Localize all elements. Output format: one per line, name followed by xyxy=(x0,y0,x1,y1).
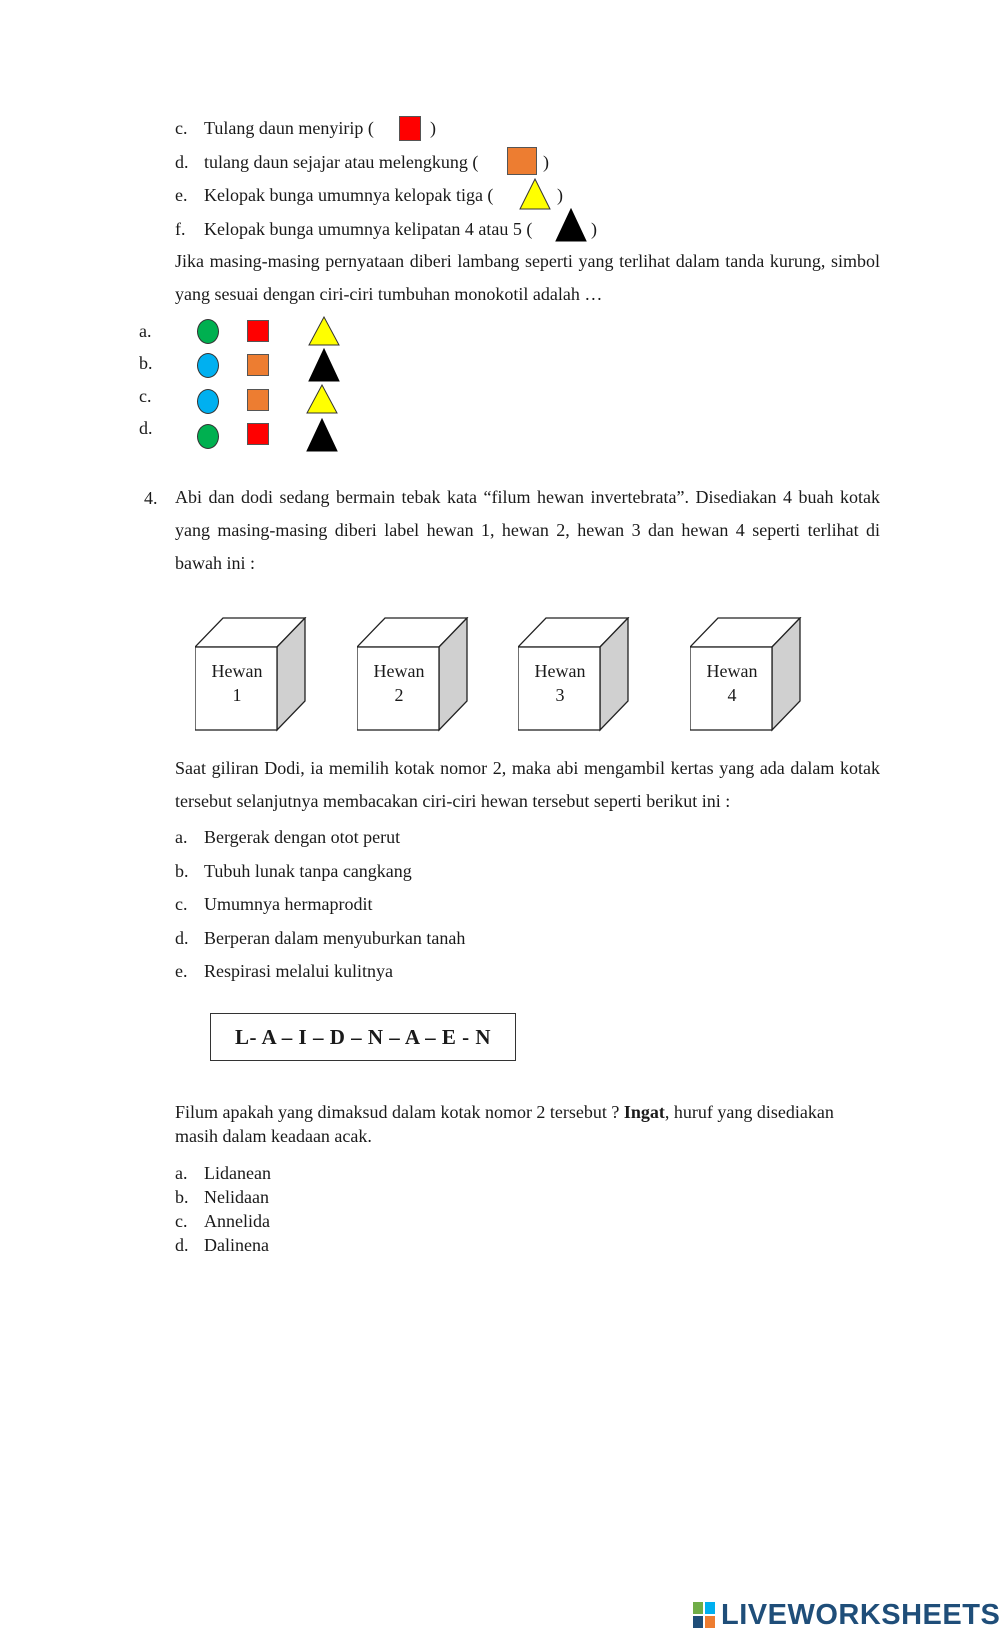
orange-square-icon xyxy=(507,147,537,175)
q4-final-question xyxy=(175,1100,880,1148)
trait-c-letter: c. xyxy=(175,894,188,914)
green-circle-icon xyxy=(197,319,219,344)
hewan-box-4-label xyxy=(690,659,774,707)
hewan-box-4[interactable] xyxy=(690,617,805,737)
q3-statement-f-close: ) xyxy=(591,219,597,239)
hewan-box-4-word: Hewan xyxy=(706,661,758,681)
trait-e-letter: e. xyxy=(175,961,188,981)
black-triangle-icon xyxy=(306,418,338,452)
blue-circle-icon xyxy=(197,389,219,414)
red-square-icon xyxy=(247,423,269,445)
q3-statement-d-close: ) xyxy=(543,152,549,172)
answer-c-text: Annelida xyxy=(204,1211,270,1231)
yellow-triangle-icon xyxy=(308,316,340,346)
orange-square-icon xyxy=(247,354,269,376)
trait-c-text: Umumnya hermaprodit xyxy=(204,894,373,914)
q3-statement-c-text: Tulang daun menyirip ( xyxy=(204,118,374,138)
q4-final-question-bold: Ingat xyxy=(623,1102,665,1122)
q4-context-paragraph: Saat giliran Dodi, ia memilih kotak nomor 2, maka abi mengambil kertas yang ada dalam kotak tersebut selanjutnya membacakan ciri-ciri hewan tersebut seperti berikut ini : xyxy=(175,758,880,811)
hewan-box-3[interactable] xyxy=(518,617,633,737)
trait-d-text: Berperan dalam menyuburkan tanah xyxy=(204,928,466,948)
yellow-triangle-icon xyxy=(306,384,338,414)
q4-number: 4. xyxy=(144,488,158,508)
hewan-box-1-word: Hewan xyxy=(211,661,263,681)
q3-option-a-letter: a. xyxy=(139,321,152,341)
trait-b-text: Tubuh lunak tanpa cangkang xyxy=(204,861,412,881)
liveworksheets-logo-icon xyxy=(693,1600,717,1630)
red-square-icon xyxy=(399,116,421,141)
hewan-boxes xyxy=(195,617,815,737)
answer-b-letter: b. xyxy=(175,1187,189,1207)
q3-option-d-letter: d. xyxy=(139,418,153,438)
hewan-box-3-number: 3 xyxy=(555,685,565,705)
q3-statement-c-close: ) xyxy=(430,118,436,138)
trait-e-text: Respirasi melalui kulitnya xyxy=(204,961,393,981)
hewan-box-2-number: 2 xyxy=(394,685,404,705)
q4-final-question-text: Filum apakah yang dimaksud dalam kotak nomor 2 tersebut ? xyxy=(175,1102,624,1122)
q3-option-b-letter: b. xyxy=(139,353,153,373)
hewan-box-2-label xyxy=(357,659,441,707)
q3-option-c-letter: c. xyxy=(139,386,152,406)
hewan-box-1-number: 1 xyxy=(232,685,242,705)
answer-d-text: Dalinena xyxy=(204,1235,269,1255)
hewan-box-4-number: 4 xyxy=(727,685,737,705)
black-triangle-icon xyxy=(308,348,340,382)
hewan-box-2[interactable] xyxy=(357,617,472,737)
trait-b-letter: b. xyxy=(175,861,189,881)
q3-statement-c-letter: c. xyxy=(175,118,188,138)
q4-final-question-rest: , huruf yang disediakan masih dalam keadaan acak. xyxy=(175,1102,834,1146)
answer-a-letter: a. xyxy=(175,1163,188,1183)
answer-c-letter: c. xyxy=(175,1211,188,1231)
answer-b-text: Nelidaan xyxy=(204,1187,269,1207)
q3-statement-f-letter: f. xyxy=(175,219,186,239)
q3-statement-e-text: Kelopak bunga umumnya kelopak tiga ( xyxy=(204,185,494,205)
q4-question-paragraph: Abi dan dodi sedang bermain tebak kata “filum hewan invertebrata”. Disediakan 4 buah kotak yang masing-masing diberi label hewan 1, hewan 2, hewan 3 dan hewan 4 seperti terlihat di bawah ini : xyxy=(175,487,880,573)
answer-d-letter: d. xyxy=(175,1235,189,1255)
hewan-box-1-label xyxy=(195,659,279,707)
hewan-box-3-label xyxy=(518,659,602,707)
q3-statement-e-letter: e. xyxy=(175,185,188,205)
q3-statement-f-text: Kelopak bunga umumnya kelipatan 4 atau 5 ( xyxy=(204,219,533,239)
yellow-triangle-icon xyxy=(519,178,551,210)
q3-question-paragraph: Jika masing-masing pernyataan diberi lambang seperti yang terlihat dalam tanda kurung, simbol yang sesuai dengan ciri-ciri tumbuhan monokotil adalah … xyxy=(175,251,880,304)
red-square-icon xyxy=(247,320,269,342)
black-triangle-icon xyxy=(555,208,587,242)
q3-statement-e-close: ) xyxy=(557,185,563,205)
trait-a-letter: a. xyxy=(175,827,188,847)
hewan-box-1[interactable] xyxy=(195,617,310,737)
liveworksheets-brand xyxy=(693,1597,1000,1633)
scrambled-letters-box: L- A – I – D – N – A – E - N xyxy=(210,1013,516,1061)
answer-a-text: Lidanean xyxy=(204,1163,271,1183)
hewan-box-2-word: Hewan xyxy=(373,661,425,681)
green-circle-icon xyxy=(197,424,219,449)
q3-statement-d-text: tulang daun sejajar atau melengkung ( xyxy=(204,152,479,172)
q3-statement-d-letter: d. xyxy=(175,152,189,172)
trait-d-letter: d. xyxy=(175,928,189,948)
trait-a-text: Bergerak dengan otot perut xyxy=(204,827,401,847)
hewan-box-3-word: Hewan xyxy=(534,661,586,681)
orange-square-icon xyxy=(247,389,269,411)
blue-circle-icon xyxy=(197,353,219,378)
liveworksheets-wordmark: LIVEWORKSHEETS xyxy=(721,1598,1000,1631)
